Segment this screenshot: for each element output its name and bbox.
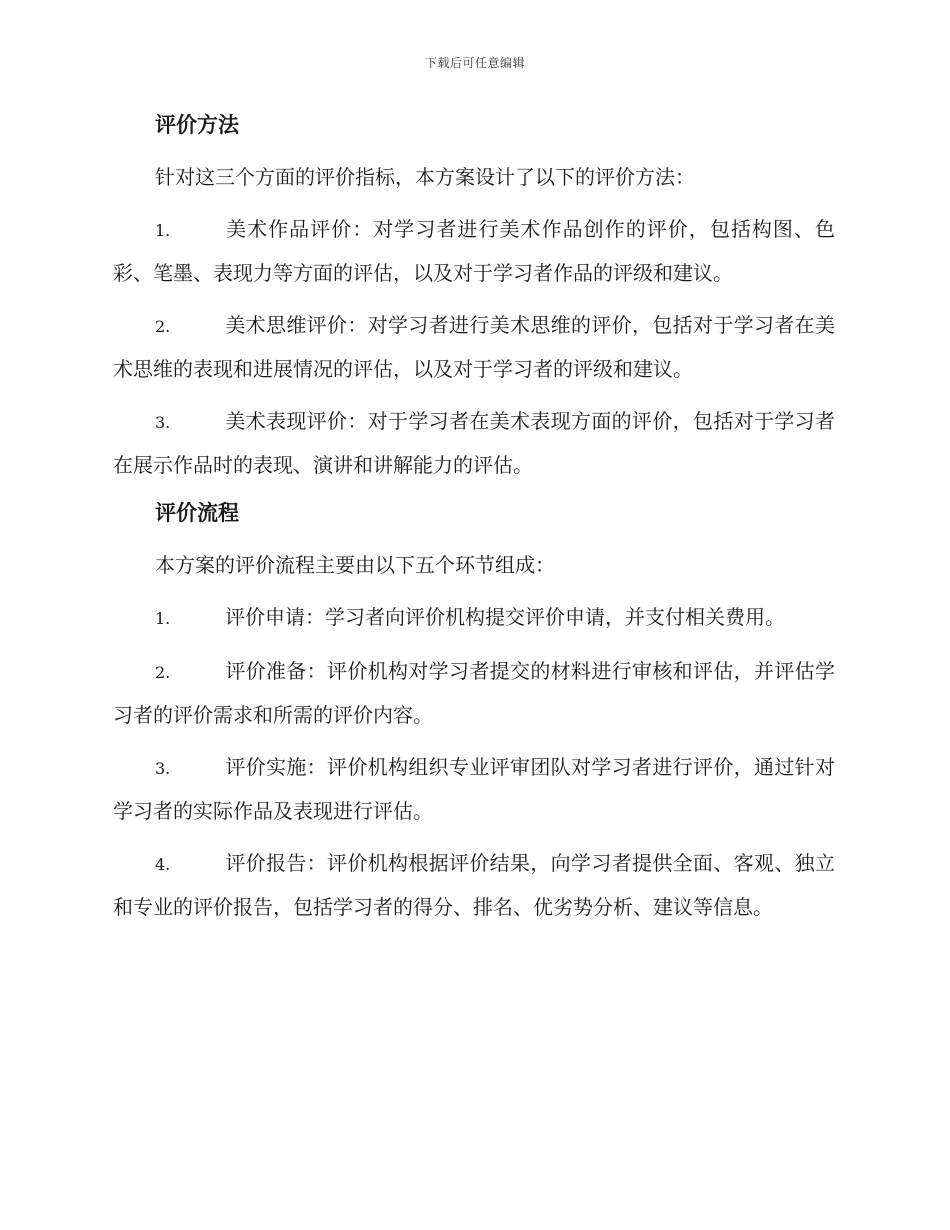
list-item-text: 评价准备：评价机构对学习者提交的材料进行审核和评估，并评估学习者的评价需求和所需的评价内容。 (113, 659, 835, 727)
list-item-text: 评价报告：评价机构根据评价结果，向学习者提供全面、客观、独立和专业的评价报告，包括学习者的得分、排名、优劣势分析、建议等信息。 (113, 851, 835, 919)
section-heading-evaluation-process: 评价流程 (155, 500, 239, 525)
list-number: 1. (155, 609, 171, 628)
list-number: 1. (155, 221, 171, 240)
page-header: 下载后可任意编辑 (424, 56, 525, 70)
list-number: 2. (155, 663, 171, 682)
list-item (113, 650, 835, 736)
list-number: 3. (155, 759, 171, 778)
list-item (113, 208, 835, 294)
list-number: 2. (155, 317, 171, 336)
list-item-text: 评价申请：学习者向评价机构提交评价申请，并支付相关费用。 (225, 605, 785, 629)
list-item-text: 评价实施：评价机构组织专业评审团队对学习者进行评价，通过针对学习者的实际作品及表现进行评估。 (113, 755, 835, 823)
list-item (113, 304, 835, 390)
list-item-text: 美术思维评价：对学习者进行美术思维的评价，包括对于学习者在美术思维的表现和进展情况的评估，以及对于学习者的评级和建议。 (113, 313, 835, 381)
list-item (113, 842, 835, 928)
list-number: 4. (155, 855, 171, 874)
section-intro: 本方案的评价流程主要由以下五个环节组成： (155, 553, 555, 577)
list-number: 3. (155, 413, 171, 432)
list-item (113, 596, 835, 640)
list-item (113, 746, 835, 832)
list-item-text: 美术表现评价：对于学习者在美术表现方面的评价，包括对于学习者在展示作品时的表现、演讲和讲解能力的评估。 (113, 409, 835, 477)
section-heading-evaluation-methods: 评价方法 (155, 112, 239, 137)
list-item (113, 400, 835, 486)
document-body (113, 110, 835, 928)
section-intro: 针对这三个方面的评价指标，本方案设计了以下的评价方法： (155, 165, 695, 189)
list-item-text: 美术作品评价：对学习者进行美术作品创作的评价，包括构图、色彩、笔墨、表现力等方面的评估，以及对于学习者作品的评级和建议。 (113, 217, 835, 285)
